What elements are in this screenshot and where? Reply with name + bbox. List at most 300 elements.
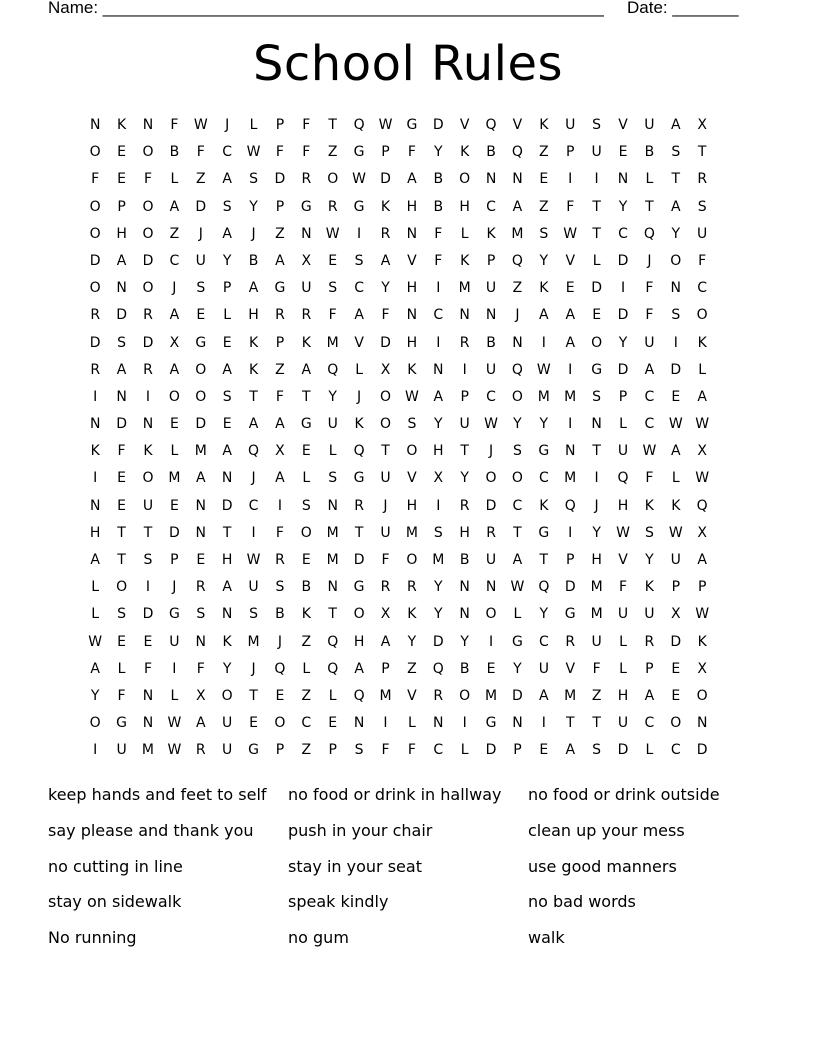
grid-letter: I — [145, 579, 151, 596]
word-list-item: say please and thank you — [48, 820, 254, 840]
grid-letter: D — [89, 334, 101, 351]
grid-letter: Y — [222, 660, 232, 677]
grid-letter: J — [515, 307, 520, 324]
grid-letter: M — [326, 524, 339, 541]
grid-letter: P — [566, 552, 575, 568]
grid-letter: D — [168, 524, 180, 541]
grid-letter: B — [486, 334, 496, 351]
grid-letter: C — [618, 225, 628, 242]
word-list-item: no gum — [288, 928, 349, 948]
grid-letter: M — [168, 470, 181, 487]
grid-letter: D — [485, 497, 497, 514]
grid-letter: V — [565, 252, 576, 269]
grid-letter: D — [221, 497, 233, 514]
grid-letter: U — [459, 416, 470, 433]
grid-letter: R — [90, 307, 101, 324]
grid-letter: M — [458, 280, 471, 297]
grid-letter: I — [673, 334, 678, 351]
grid-letter: I — [277, 497, 282, 514]
grid-letter: W — [246, 552, 261, 568]
grid-letter: M — [326, 552, 339, 568]
grid-letter: Y — [618, 198, 628, 215]
grid-letter: D — [485, 742, 497, 759]
grid-letter: Q — [432, 660, 444, 677]
grid-letter: D — [195, 416, 207, 433]
grid-letter: J — [647, 252, 652, 269]
grid-letter: M — [432, 552, 445, 568]
grid-letter: P — [566, 144, 575, 161]
grid-letter: U — [169, 633, 180, 650]
grid-letter: A — [671, 443, 681, 460]
grid-letter: A — [90, 660, 100, 677]
grid-letter: F — [196, 144, 205, 161]
grid-letter: F — [407, 144, 416, 161]
grid-letter: A — [248, 280, 259, 297]
grid-letter: G — [564, 606, 576, 623]
grid-letter: W — [167, 742, 182, 759]
grid-letter: N — [301, 225, 312, 242]
grid-letter: A — [433, 388, 444, 405]
grid-letter: C — [697, 280, 708, 297]
grid-letter: U — [248, 579, 259, 596]
grid-letter: U — [670, 552, 681, 568]
grid-letter: L — [671, 470, 680, 487]
grid-letter: Z — [512, 280, 523, 297]
grid-letter: S — [592, 388, 602, 405]
grid-letter: Q — [353, 117, 365, 133]
grid-letter: O — [300, 524, 312, 541]
grid-letter: P — [671, 579, 681, 596]
grid-letter: M — [511, 225, 524, 242]
grid-letter: S — [196, 280, 206, 297]
grid-letter: Y — [460, 470, 469, 487]
grid-letter: Z — [275, 361, 285, 378]
grid-letter: T — [539, 552, 549, 568]
grid-letter: T — [249, 687, 258, 704]
grid-letter: H — [617, 497, 629, 514]
grid-letter: H — [459, 198, 470, 215]
grid-letter: E — [328, 252, 338, 269]
grid-letter: J — [172, 579, 177, 596]
grid-letter: E — [539, 171, 549, 188]
grid-row — [82, 520, 742, 547]
grid-letter: O — [379, 388, 391, 405]
grid-letter: W — [668, 416, 683, 433]
grid-letter: O — [327, 171, 339, 188]
grid-letter: T — [328, 117, 337, 133]
grid-letter: C — [433, 307, 444, 324]
grid-letter: S — [697, 198, 707, 215]
grid-letter: S — [354, 742, 364, 759]
grid-letter: P — [275, 334, 285, 351]
grid-letter: B — [169, 144, 180, 161]
grid-letter: O — [670, 715, 682, 732]
grid-letter: A — [512, 552, 523, 568]
grid-letter: W — [167, 715, 182, 732]
grid-letter: R — [143, 361, 153, 378]
grid-letter: R — [486, 524, 496, 541]
grid-letter: L — [328, 443, 337, 460]
grid-letter: A — [169, 361, 180, 378]
grid-letter: E — [249, 715, 258, 732]
grid-row — [82, 139, 742, 166]
grid-letter: Q — [327, 361, 339, 378]
grid-letter: A — [301, 361, 312, 378]
grid-letter: T — [460, 443, 469, 460]
grid-letter: E — [117, 470, 127, 487]
grid-letter: W — [404, 388, 419, 405]
grid-row — [82, 465, 742, 492]
grid-letter: G — [353, 470, 365, 487]
grid-letter: A — [248, 416, 259, 433]
grid-letter: G — [353, 144, 365, 161]
word-list-item: no cutting in line — [48, 856, 183, 876]
grid-letter: L — [592, 252, 601, 269]
grid-letter: W — [378, 117, 393, 133]
grid-letter: N — [89, 117, 101, 133]
grid-letter: J — [488, 443, 494, 460]
grid-letter: S — [143, 552, 153, 568]
grid-letter: D — [432, 117, 444, 133]
grid-letter: Z — [275, 225, 285, 242]
grid-letter: I — [488, 633, 494, 650]
grid-letter: H — [406, 280, 418, 297]
grid-letter: B — [486, 144, 496, 161]
grid-letter: N — [327, 497, 338, 514]
grid-letter: G — [538, 524, 550, 541]
grid-letter: U — [222, 715, 233, 732]
grid-letter: C — [670, 742, 681, 759]
grid-letter: W — [88, 633, 103, 650]
grid-row — [82, 574, 742, 601]
grid-letter: E — [565, 280, 575, 297]
grid-letter: K — [697, 633, 707, 650]
grid-letter: S — [671, 307, 681, 324]
grid-letter: S — [644, 524, 654, 541]
grid-letter: Q — [327, 660, 339, 677]
grid-letter: N — [116, 388, 127, 405]
grid-letter: D — [670, 633, 682, 650]
word-list-item: use good manners — [528, 856, 677, 876]
grid-letter: K — [539, 497, 549, 514]
grid-letter: U — [644, 117, 655, 133]
grid-letter: F — [566, 198, 575, 215]
grid-letter: A — [116, 361, 127, 378]
grid-letter: O — [406, 443, 418, 460]
grid-letter: U — [485, 361, 497, 378]
grid-letter: A — [275, 470, 285, 487]
grid-letter: A — [539, 687, 549, 704]
grid-letter: E — [222, 334, 232, 351]
grid-letter: Z — [539, 198, 549, 215]
grid-letter: Z — [301, 687, 312, 704]
word-list-item: no food or drink in hallway — [288, 785, 502, 804]
grid-letter: V — [565, 660, 576, 677]
grid-letter: F — [302, 117, 311, 133]
grid-letter: D — [142, 334, 154, 351]
grid-letter: O — [485, 606, 497, 623]
grid-letter: D — [617, 307, 629, 324]
grid-letter: O — [142, 470, 154, 487]
word-list-item: keep hands and feet to self — [48, 785, 267, 804]
grid-letter: K — [380, 198, 391, 215]
grid-letter: P — [117, 198, 126, 215]
grid-letter: A — [354, 307, 364, 324]
grid-letter: R — [697, 171, 708, 188]
grid-letter: U — [565, 117, 576, 133]
grid-letter: Q — [274, 660, 286, 677]
grid-letter: N — [221, 606, 233, 623]
grid-letter: L — [302, 470, 311, 487]
grid-letter: Y — [671, 225, 681, 242]
grid-letter: R — [275, 307, 285, 324]
grid-letter: L — [170, 687, 179, 704]
grid-letter: Q — [485, 117, 497, 133]
grid-letter: E — [196, 307, 206, 324]
grid-letter: A — [195, 470, 206, 487]
grid-letter: X — [380, 606, 391, 623]
grid-letter: O — [89, 280, 101, 297]
grid-letter: T — [697, 144, 707, 161]
grid-letter: Q — [564, 497, 576, 514]
grid-letter: A — [354, 660, 364, 677]
grid-letter: N — [459, 307, 470, 324]
grid-letter: A — [565, 742, 576, 759]
grid-letter: X — [301, 252, 312, 269]
grid-letter: G — [168, 606, 180, 623]
grid-letter: M — [379, 687, 392, 704]
grid-letter: O — [379, 416, 391, 433]
grid-letter: U — [222, 742, 233, 759]
grid-letter: D — [380, 171, 391, 188]
grid-letter: N — [195, 633, 206, 650]
grid-letter: A — [90, 552, 100, 568]
grid-letter: A — [671, 198, 681, 215]
grid-letter: N — [617, 171, 629, 188]
grid-letter: Q — [248, 443, 260, 460]
grid-letter: C — [248, 497, 259, 514]
grid-letter: T — [513, 524, 522, 541]
grid-letter: R — [195, 579, 206, 596]
grid-letter: R — [407, 579, 417, 596]
grid-letter: F — [91, 171, 100, 188]
grid-letter: S — [539, 225, 549, 242]
grid-letter: F — [117, 687, 126, 704]
grid-letter: O — [195, 388, 207, 405]
grid-letter: N — [327, 579, 338, 596]
grid-letter: Y — [513, 416, 522, 433]
grid-letter: S — [592, 117, 602, 133]
grid-letter: F — [117, 443, 126, 460]
grid-letter: O — [459, 171, 471, 188]
grid-letter: I — [93, 388, 98, 405]
grid-letter: E — [117, 497, 127, 514]
grid-letter: E — [169, 497, 179, 514]
grid-letter: N — [142, 687, 154, 704]
grid-letter: G — [195, 334, 207, 351]
grid-letter: F — [381, 307, 390, 324]
grid-letter: Y — [645, 552, 654, 568]
grid-letter: T — [645, 198, 654, 215]
grid-letter: O — [485, 470, 497, 487]
grid-letter: U — [697, 225, 708, 242]
grid-letter: A — [195, 715, 206, 732]
grid-letter: F — [434, 225, 443, 242]
grid-letter: Z — [301, 742, 312, 759]
grid-letter: J — [251, 225, 256, 242]
grid-row — [82, 547, 742, 574]
grid-letter: T — [117, 552, 126, 568]
grid-letter: K — [143, 443, 153, 460]
grid-letter: P — [513, 742, 522, 759]
grid-letter: T — [592, 443, 601, 460]
grid-row — [82, 656, 742, 683]
grid-letter: I — [568, 171, 573, 188]
grid-letter: D — [116, 307, 127, 324]
grid-letter: C — [538, 633, 549, 650]
grid-letter: F — [275, 524, 284, 541]
word-list-item: walk — [528, 928, 565, 948]
grid-letter: D — [195, 198, 207, 215]
grid-letter: C — [354, 280, 364, 297]
grid-letter: O — [89, 225, 101, 242]
grid-letter: O — [142, 225, 154, 242]
grid-letter: A — [222, 443, 232, 460]
grid-letter: U — [142, 497, 154, 514]
grid-letter: G — [116, 715, 128, 732]
grid-letter: V — [618, 117, 628, 133]
grid-letter: F — [328, 307, 337, 324]
grid-letter: P — [645, 660, 654, 677]
grid-letter: W — [668, 524, 683, 541]
grid-letter: N — [512, 171, 523, 188]
grid-letter: U — [617, 606, 629, 623]
grid-letter: R — [195, 742, 206, 759]
word-list-item: no bad words — [528, 892, 636, 912]
grid-letter: V — [459, 117, 470, 133]
grid-letter: D — [432, 633, 444, 650]
grid-letter: J — [225, 117, 230, 133]
grid-row — [82, 384, 742, 411]
grid-letter: S — [117, 334, 127, 351]
grid-letter: S — [196, 606, 206, 623]
word-list-item: no food or drink outside — [528, 785, 720, 804]
grid-letter: M — [247, 633, 260, 650]
grid-letter: J — [357, 388, 362, 405]
grid-letter: T — [592, 715, 601, 732]
grid-letter: F — [143, 171, 152, 188]
grid-letter: O — [142, 144, 154, 161]
grid-letter: M — [485, 687, 498, 704]
grid-letter: H — [459, 524, 470, 541]
grid-letter: K — [486, 225, 496, 242]
grid-letter: O — [89, 144, 101, 161]
grid-letter: L — [91, 606, 100, 623]
grid-row — [82, 357, 742, 384]
grid-letter: P — [275, 742, 285, 759]
grid-letter: A — [222, 361, 232, 378]
word-list-item: stay in your seat — [288, 856, 422, 876]
grid-letter: L — [170, 171, 179, 188]
grid-letter: N — [591, 416, 602, 433]
grid-letter: Y — [433, 606, 443, 623]
grid-letter: L — [302, 660, 311, 677]
grid-letter: A — [222, 171, 232, 188]
grid-letter: I — [251, 524, 256, 541]
grid-letter: K — [539, 280, 549, 297]
grid-letter: B — [433, 171, 444, 188]
grid-letter: K — [354, 416, 364, 433]
grid-letter: A — [644, 687, 655, 704]
grid-letter: I — [541, 715, 546, 732]
grid-letter: D — [512, 687, 523, 704]
grid-letter: I — [568, 361, 573, 378]
grid-letter: U — [644, 606, 655, 623]
grid-letter: I — [462, 715, 467, 732]
grid-letter: Z — [301, 633, 312, 650]
grid-letter: I — [145, 388, 151, 405]
grid-letter: U — [591, 633, 602, 650]
word-list-item: speak kindly — [288, 892, 389, 912]
grid-letter: F — [645, 280, 654, 297]
grid-row — [82, 683, 742, 710]
grid-letter: K — [539, 117, 549, 133]
grid-letter: C — [222, 144, 233, 161]
grid-letter: E — [275, 687, 285, 704]
grid-letter: P — [328, 742, 337, 759]
grid-letter: A — [222, 225, 232, 242]
grid-letter: A — [169, 307, 180, 324]
grid-letter: L — [460, 225, 469, 242]
grid-letter: W — [616, 524, 630, 541]
grid-letter: Y — [328, 388, 337, 405]
grid-letter: T — [381, 443, 390, 460]
grid-letter: O — [511, 388, 523, 405]
grid-letter: H — [406, 497, 418, 514]
word-list-item: clean up your mess — [528, 820, 685, 840]
grid-letter: Y — [513, 660, 522, 677]
grid-letter: X — [697, 117, 707, 133]
grid-letter: N — [485, 171, 497, 188]
grid-letter: N — [512, 334, 523, 351]
grid-letter: S — [407, 416, 417, 433]
grid-letter: V — [407, 687, 417, 704]
grid-letter: U — [644, 334, 655, 351]
grid-letter: E — [196, 552, 206, 568]
grid-letter: R — [90, 361, 101, 378]
grid-letter: A — [169, 198, 180, 215]
grid-letter: U — [380, 470, 391, 487]
grid-letter: D — [670, 361, 682, 378]
grid-letter: F — [302, 144, 311, 161]
grid-letter: N — [433, 361, 444, 378]
grid-letter: I — [568, 524, 573, 541]
grid-letter: K — [644, 497, 654, 514]
grid-letter: M — [194, 443, 207, 460]
grid-letter: I — [568, 416, 573, 433]
grid-row — [82, 275, 742, 302]
grid-letter: R — [380, 579, 391, 596]
grid-letter: R — [354, 497, 364, 514]
grid-letter: S — [328, 470, 338, 487]
grid-row — [82, 112, 742, 139]
grid-letter: I — [357, 225, 362, 242]
grid-letter: T — [328, 606, 337, 623]
grid-letter: I — [594, 470, 599, 487]
grid-letter: O — [696, 687, 708, 704]
grid-letter: I — [436, 334, 441, 351]
grid-letter: X — [275, 443, 285, 460]
